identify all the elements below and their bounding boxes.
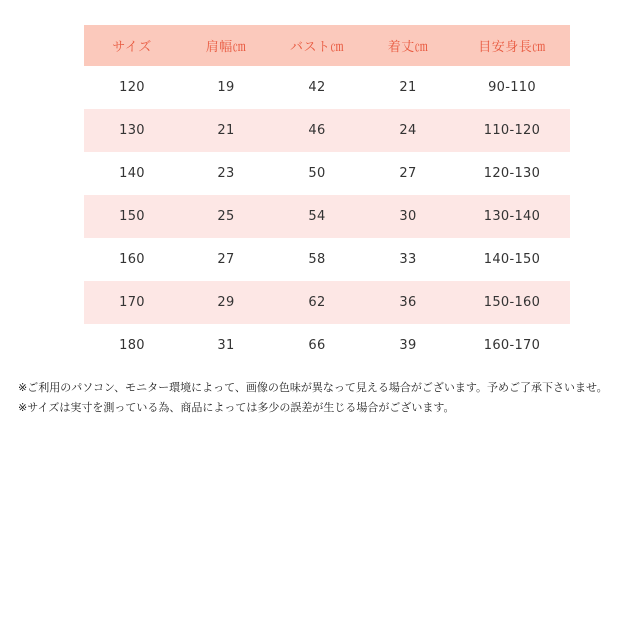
length-cell: 30 [399, 209, 417, 224]
bust-cell: 54 [308, 209, 326, 224]
shoulder-width-cell: 27 [217, 252, 235, 267]
color-disclaimer-note: ※ご利用のパソコン、モニター環境によって、画像の色味が異なって見える場合がございます。予めご了承下さいませ。 [18, 381, 608, 394]
length-cell: 39 [399, 338, 417, 353]
shoulder-width-cell: 21 [217, 123, 235, 138]
length-cell: 21 [399, 80, 417, 95]
size-chart-table [84, 25, 570, 367]
table-row [84, 152, 570, 195]
table-row [84, 195, 570, 238]
bust-cell: 50 [308, 166, 326, 181]
bust-cell: 42 [308, 80, 326, 95]
size-cell: 120 [119, 80, 145, 95]
header-height-guide: 目安身長㎝ [478, 40, 546, 55]
header-shoulder-width: 肩幅㎝ [205, 40, 247, 55]
table-header-row [84, 25, 570, 66]
shoulder-width-cell: 31 [217, 338, 235, 353]
shoulder-width-cell: 19 [217, 80, 235, 95]
size-cell: 170 [119, 295, 145, 310]
length-cell: 27 [399, 166, 417, 181]
table-row [84, 238, 570, 281]
table-row [84, 324, 570, 367]
bust-cell: 46 [308, 123, 326, 138]
height-guide-cell: 110-120 [483, 123, 541, 138]
bust-cell: 58 [308, 252, 326, 267]
length-cell: 36 [399, 295, 417, 310]
header-size: サイズ [112, 40, 152, 55]
shoulder-width-cell: 25 [217, 209, 235, 224]
length-cell: 33 [399, 252, 417, 267]
shoulder-width-cell: 23 [217, 166, 235, 181]
table-row [84, 281, 570, 324]
footnotes [18, 381, 628, 421]
bust-cell: 66 [308, 338, 326, 353]
height-guide-cell: 150-160 [483, 295, 541, 310]
size-cell: 150 [119, 209, 145, 224]
size-cell: 140 [119, 166, 145, 181]
height-guide-cell: 140-150 [483, 252, 541, 267]
table-row [84, 109, 570, 152]
height-guide-cell: 90-110 [488, 80, 536, 95]
height-guide-cell: 160-170 [483, 338, 541, 353]
size-cell: 180 [119, 338, 145, 353]
size-cell: 160 [119, 252, 145, 267]
header-bust: バスト㎝ [289, 40, 344, 55]
table-row [84, 66, 570, 109]
measurement-disclaimer-note: ※サイズは実寸を測っている為、商品によっては多少の誤差が生じる場合がございます。 [18, 401, 455, 414]
height-guide-cell: 120-130 [483, 166, 541, 181]
bust-cell: 62 [308, 295, 326, 310]
header-length: 着丈㎝ [387, 40, 429, 55]
length-cell: 24 [399, 123, 417, 138]
height-guide-cell: 130-140 [483, 209, 541, 224]
shoulder-width-cell: 29 [217, 295, 235, 310]
size-cell: 130 [119, 123, 145, 138]
